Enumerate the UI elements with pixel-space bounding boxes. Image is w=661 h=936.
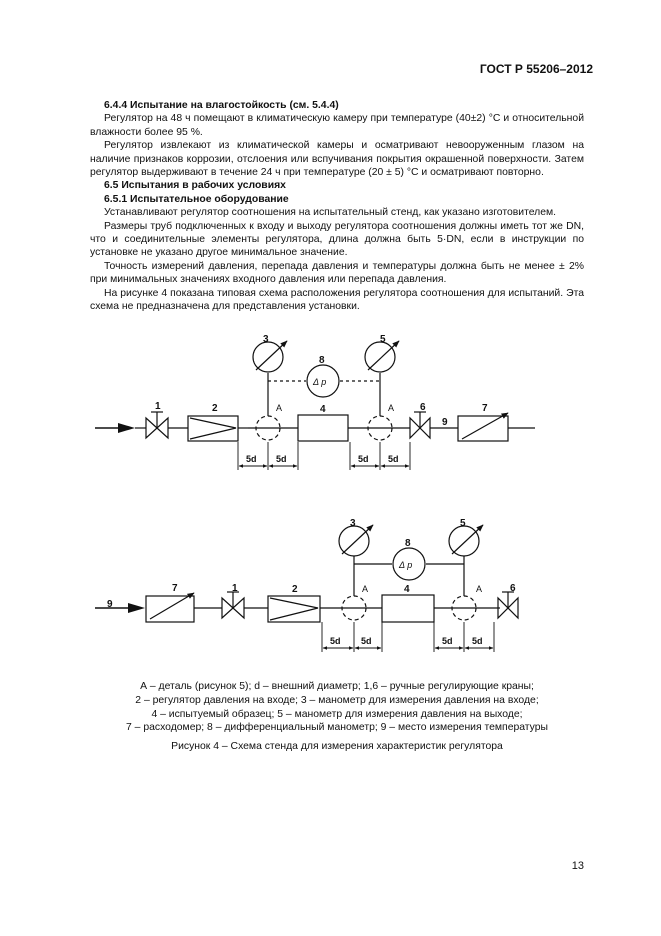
label-7: 7 — [482, 403, 488, 414]
label-a: A — [388, 403, 395, 413]
label-9: 9 — [442, 417, 448, 428]
upper-scheme — [95, 341, 535, 470]
paragraph-heading-651: 6.5.1 Испытательное оборудование — [104, 193, 289, 205]
pressure-gauge-icon — [365, 342, 395, 372]
paragraph: Размеры труб подключенных к входу и выходу регулятора соотношения должны иметь тот же DN, что и соединительные элементы регулятора, длина должна быть 5·DN, если в инструкции по установке не указано другое минимальное значение. — [90, 220, 584, 259]
page-number: 13 — [571, 860, 584, 872]
dim-5d: 5d — [472, 636, 483, 646]
label-2: 2 — [212, 403, 218, 414]
standard-number: ГОСТ Р 55206–2012 — [479, 62, 593, 76]
label-6: 6 — [510, 583, 516, 594]
paragraph-heading-644: 6.4.4 Испытание на влагостойкость (см. 5.4.4) — [104, 100, 339, 111]
legend-line: 7 – расходомер; 8 – дифференциальный манометр; 9 – место измерения температуры — [126, 722, 548, 734]
label-delta-p: Δ p — [313, 377, 327, 387]
dim-5d: 5d — [358, 454, 369, 464]
label-9: 9 — [107, 599, 113, 610]
dim-5d: 5d — [388, 454, 399, 464]
legend-line: А – деталь (рисунок 5); d – внешний диаметр; 1,6 – ручные регулирующие краны; — [140, 681, 534, 692]
flow-arrow-icon — [118, 423, 135, 433]
label-6: 6 — [420, 402, 426, 413]
pressure-gauge-icon — [253, 342, 283, 372]
label-8: 8 — [405, 538, 411, 549]
dim-5d: 5d — [361, 636, 372, 646]
test-specimen-box — [382, 595, 434, 622]
pressure-gauge-icon — [449, 526, 479, 556]
test-specimen-box — [298, 415, 348, 441]
label-1: 1 — [155, 401, 161, 412]
figure-caption: Рисунок 4 – Схема стенда для измерения характеристик регулятора — [171, 741, 503, 752]
legend-line: 4 – испытуемый образец; 5 – манометр для измерения давления на выходе; — [151, 708, 523, 720]
dim-5d: 5d — [330, 636, 341, 646]
lower-scheme — [95, 525, 518, 652]
figure-legend — [90, 680, 584, 735]
label-5: 5 — [460, 518, 466, 529]
paragraph: Регулятор на 48 ч помещают в климатическую камеру при температуре (40±2) °С и относительной влажности более 95 %. — [90, 113, 584, 138]
paragraph: Регулятор извлекают из климатической камеры и осматривают невооруженным глазом на наличие признаков коррозии, отслоения или вспучивания покрытия окрашенной поверхности. Затем регулятор выдерживают в течение 24 ч при температуре (20 ± 5) °С и осматривают повторно. — [90, 140, 584, 179]
label-7: 7 — [172, 583, 178, 594]
dim-5d: 5d — [246, 454, 257, 464]
label-4: 4 — [320, 404, 326, 415]
paragraph: На рисунке 4 показана типовая схема расположения регулятора соотношения для испытаний. Эта схема не предназначена для представления установки. — [90, 287, 584, 313]
label-3: 3 — [263, 334, 269, 345]
label-a: A — [476, 584, 483, 594]
paragraph-heading-65: 6.5 Испытания в рабочих условиях — [104, 180, 286, 192]
paragraph: Точность измерений давления, перепада давления и температуры должна быть не менее ± 2% при минимальных значениях входного давления или перепада давления. — [90, 260, 584, 286]
label-3: 3 — [350, 518, 356, 529]
legend-line: 2 – регулятор давления на входе; 3 – манометр для измерения давления на входе; — [135, 694, 539, 706]
label-1: 1 — [232, 583, 238, 594]
label-delta-p: Δ p — [399, 560, 413, 570]
label-4: 4 — [404, 584, 410, 595]
pressure-gauge-icon — [339, 526, 369, 556]
dim-5d: 5d — [276, 454, 287, 464]
dim-5d: 5d — [442, 636, 453, 646]
flowmeter-box — [146, 596, 194, 622]
flow-arrow-icon — [128, 603, 145, 613]
label-5: 5 — [380, 334, 386, 345]
label-a: A — [276, 403, 283, 413]
paragraph: Устанавливают регулятор соотношения на испытательный стенд, как указано изготовителем. — [104, 207, 557, 219]
label-8: 8 — [319, 355, 325, 366]
label-2: 2 — [292, 584, 298, 595]
label-a: A — [362, 584, 369, 594]
